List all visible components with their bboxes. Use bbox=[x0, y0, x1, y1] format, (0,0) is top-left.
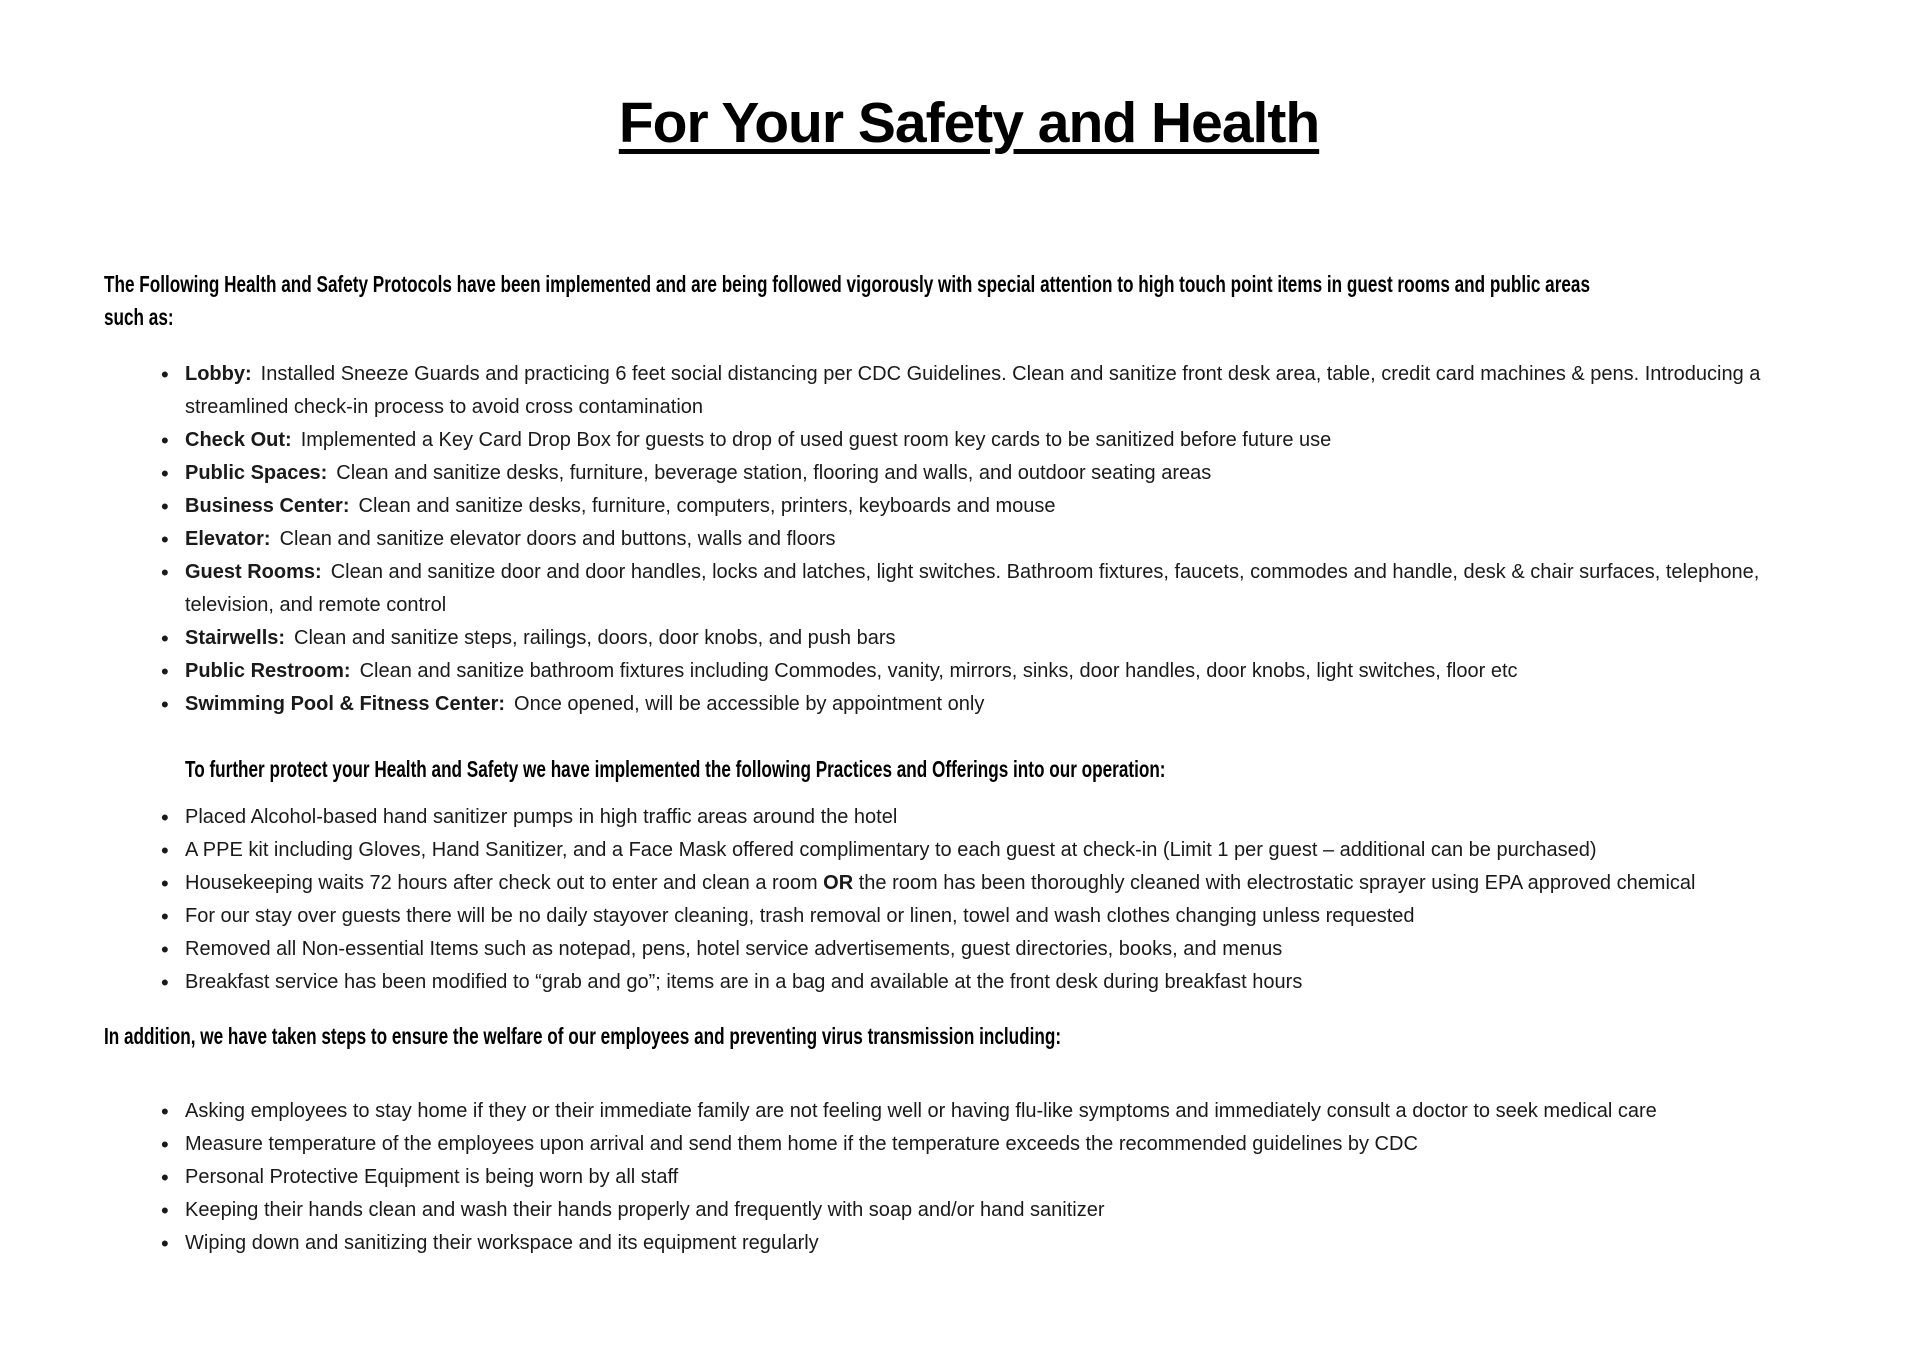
employee-step-item bbox=[104, 1095, 1834, 1128]
intro-line-2 bbox=[104, 301, 1834, 334]
practice-item bbox=[104, 933, 1834, 966]
protocol-item bbox=[104, 655, 1834, 688]
practice-text: Placed Alcohol-based hand sanitizer pumps in high traffic areas around the hotel bbox=[185, 805, 898, 828]
practices-heading-text: To further protect your Health and Safety we have implemented the following Practices and Offerings into our operation: bbox=[185, 755, 1166, 782]
protocol-item bbox=[104, 490, 1834, 523]
protocol-label: Public Spaces: bbox=[185, 461, 328, 484]
protocol-text: Clean and sanitize steps, railings, doors, door knobs, and push bars bbox=[294, 626, 896, 649]
protocol-text: Installed Sneeze Guards and practicing 6 feet social distancing per CDC Guidelines. Clean and sanitize front desk area, table, credit card machines & pens. Introducing a streamlined check-in process to avoid cross contamination bbox=[185, 362, 1761, 418]
employee-step-item bbox=[104, 1194, 1834, 1227]
practice-item bbox=[104, 900, 1834, 933]
employee-step-text: Measure temperature of the employees upon arrival and send them home if the temperature exceeds the recommended guidelines by CDC bbox=[185, 1132, 1418, 1155]
protocol-item bbox=[104, 358, 1834, 424]
protocol-label: Lobby: bbox=[185, 362, 252, 385]
practice-item bbox=[104, 834, 1834, 867]
protocol-text: Clean and sanitize desks, furniture, beverage station, flooring and walls, and outdoor seating areas bbox=[336, 461, 1212, 484]
protocol-item bbox=[104, 556, 1834, 622]
practices-heading bbox=[104, 753, 1834, 786]
practice-item bbox=[104, 801, 1834, 834]
practice-item bbox=[104, 867, 1834, 900]
protocol-item bbox=[104, 457, 1834, 490]
employee-step-item bbox=[104, 1128, 1834, 1161]
protocol-label: Check Out: bbox=[185, 428, 292, 451]
employee-step-text: Keeping their hands clean and wash their hands properly and frequently with soap and/or hand sanitizer bbox=[185, 1198, 1105, 1221]
protocol-text: Clean and sanitize door and door handles, locks and latches, light switches. Bathroom fixtures, faucets, commodes and handle, desk & chair surfaces, telephone, television, and remote control bbox=[185, 560, 1760, 616]
protocol-label: Business Center: bbox=[185, 494, 350, 517]
protocol-text: Clean and sanitize desks, furniture, computers, printers, keyboards and mouse bbox=[358, 494, 1056, 517]
protocol-label: Public Restroom: bbox=[185, 659, 351, 682]
page-title-text: For Your Safety and Health bbox=[618, 91, 1320, 155]
practice-text: For our stay over guests there will be no daily stayover cleaning, trash removal or linen, towel and wash clothes changing unless requested bbox=[185, 904, 1415, 927]
employee-step-item bbox=[104, 1227, 1834, 1260]
protocol-text: Implemented a Key Card Drop Box for guests to drop of used guest room key cards to be sanitized before future use bbox=[300, 428, 1332, 451]
protocol-label: Stairwells: bbox=[185, 626, 286, 649]
protocol-label: Elevator: bbox=[185, 527, 271, 550]
employees-heading-text: In addition, we have taken steps to ensure the welfare of our employees and preventing virus transmission including: bbox=[104, 1022, 1062, 1049]
employees-heading bbox=[104, 1020, 1834, 1053]
protocol-item bbox=[104, 688, 1834, 721]
protocol-text: Once opened, will be accessible by appointment only bbox=[514, 692, 985, 715]
intro-line-1 bbox=[104, 268, 1834, 301]
practice-text: Housekeeping waits 72 hours after check out to enter and clean a room bbox=[185, 871, 824, 894]
protocol-label: Guest Rooms: bbox=[185, 560, 322, 583]
employee-step-text: Wiping down and sanitizing their workspace and its equipment regularly bbox=[185, 1231, 819, 1254]
practice-text-after: the room has been thoroughly cleaned with electrostatic sprayer using EPA approved chemical bbox=[853, 871, 1696, 894]
protocol-item bbox=[104, 622, 1834, 655]
page-title bbox=[104, 92, 1834, 156]
protocol-item bbox=[104, 424, 1834, 457]
employee-step-text: Personal Protective Equipment is being worn by all staff bbox=[185, 1165, 679, 1188]
protocols-list bbox=[104, 358, 1834, 721]
practice-item bbox=[104, 966, 1834, 999]
practice-text: A PPE kit including Gloves, Hand Sanitizer, and a Face Mask offered complimentary to each guest at check-in (Limit 1 per guest – additional can be purchased) bbox=[185, 838, 1597, 861]
intro-line-2-text: such as: bbox=[104, 303, 174, 330]
practices-list bbox=[104, 801, 1834, 999]
intro-paragraph bbox=[104, 268, 1834, 334]
practice-text: Breakfast service has been modified to “grab and go”; items are in a bag and available at the front desk during breakfast hours bbox=[185, 970, 1303, 993]
protocol-label: Swimming Pool & Fitness Center: bbox=[185, 692, 506, 715]
employee-step-text: Asking employees to stay home if they or their immediate family are not feeling well or having flu-like symptoms and immediately consult a doctor to seek medical care bbox=[185, 1099, 1657, 1122]
intro-line-1-text: The Following Health and Safety Protocols have been implemented and are being followed vigorously with special attention to high touch point items in guest rooms and public areas bbox=[104, 270, 1591, 297]
employee-steps-list bbox=[104, 1095, 1834, 1260]
protocol-text: Clean and sanitize bathroom fixtures including Commodes, vanity, mirrors, sinks, door handles, door knobs, light switches, floor etc bbox=[359, 659, 1518, 682]
employee-step-item bbox=[104, 1161, 1834, 1194]
protocol-item bbox=[104, 523, 1834, 556]
practice-bold-text: OR bbox=[823, 871, 854, 894]
protocol-text: Clean and sanitize elevator doors and buttons, walls and floors bbox=[279, 527, 836, 550]
practice-text: Removed all Non-essential Items such as notepad, pens, hotel service advertisements, guest directories, books, and menus bbox=[185, 937, 1283, 960]
